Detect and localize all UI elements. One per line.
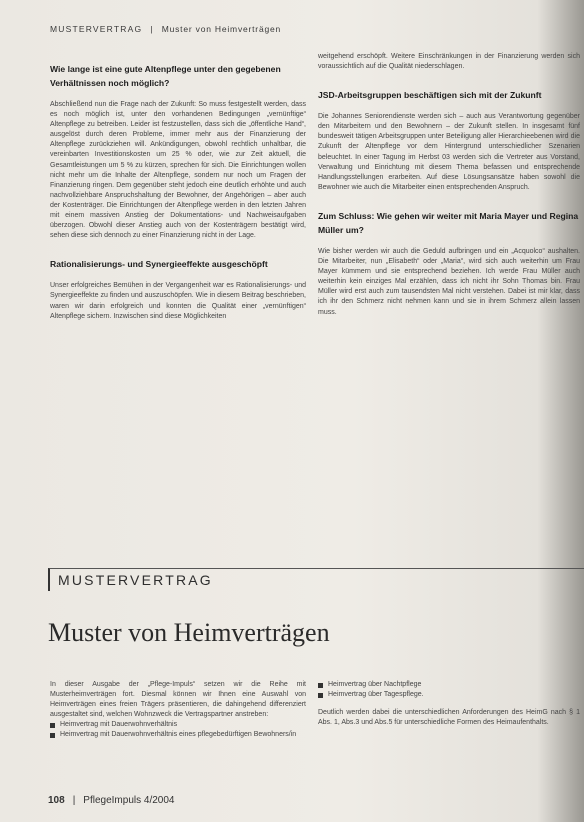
- section-heading: Rationalisierungs- und Synergieeffekte ausgeschöpft: [50, 259, 268, 270]
- right-column: [318, 52, 580, 318]
- body-paragraph: Deutlich werden dabei die unterschiedlichen Anforderungen des HeimG nach § 1 Abs. 1, Abs.3 und Abs.5 für unterschiedliche Formen des Heimaufenthalts.: [318, 709, 580, 727]
- publication-name: PflegeImpuls 4/2004: [83, 795, 175, 806]
- intro-column-right: [318, 680, 580, 728]
- header-section: MUSTERVERTRAG: [50, 24, 143, 34]
- intro-paragraph: In dieser Ausgabe der „Pflege-Impuls“ setzen wir die Reihe mit Musterheimverträgen fort. Diesmal können wir Ihnen eine Auswahl von Heimverträgen eines freien Trägers präsentieren, die dahingehend differenziert ausgestaltet sind, welchen Wohnzweck die Vertragspartner anstreben:: [50, 681, 306, 719]
- section-heading: Zum Schluss: Wie gehen wir weiter mit Maria Mayer und Regina Müller um?: [318, 210, 579, 235]
- body-paragraph: Unser erfolgreiches Bemühen in der Vergangenheit war es Rationalisierungs- und Synergieeffekte zu finden und auszuschöpfen. Wie in diesem Beitrag beschrieben, waren wir darin erfolgreich und konnten die Qualität einer „vernünftigen“ Altenpflege sichern. Inzwischen sind diese Möglichkeiten: [50, 282, 306, 320]
- contract-list: [318, 680, 580, 700]
- article-title: Muster von Heimverträgen: [48, 618, 330, 647]
- list-item: Heimvertrag mit Dauerwohnverhältnis eines pflegebedürftigen Bewohners/in: [50, 730, 306, 740]
- section-heading: JSD-Arbeitsgruppen beschäftigen sich mit der Zukunft: [318, 90, 542, 101]
- body-paragraph: weitgehend erschöpft. Weitere Einschränkungen in der Finanzierung werden sich voraussichtlich auf die Qualität niederschlagen.: [318, 53, 580, 71]
- list-item: Heimvertrag über Nachtpflege: [318, 680, 580, 690]
- section-heading: Wie lange ist eine gute Altenpflege unter den gegebenen Verhältnissen noch möglich?: [50, 64, 281, 88]
- list-item: Heimvertrag über Tagespflege.: [318, 690, 580, 700]
- left-column: [50, 62, 306, 322]
- contract-list: [50, 720, 306, 740]
- running-header: [50, 24, 570, 34]
- intro-column: [50, 680, 306, 741]
- footer-separator: |: [72, 795, 76, 806]
- body-paragraph: Die Johannes Seniorendienste werden sich – auch aus Verantwortung gegenüber den Mitarbeitern und den Bewohnern – der Zukunft stellen. In insgesamt fünf bundesweit tätigen Arbeitsgruppen unter Beteiligung aller Hierarchieebenen wird die Zukunft der Altenpflege vor dem Hintergrund unterschiedlicher Szenarien beleuchtet. In einer Tagung im Herbst 03 werden sich die Vertreter aus Vorstand, Verwaltung und Einrichtung mit diesem Thema befassen und entsprechende Handlungsstellungen erarbeiten. Auf diese Lösungsansätze haben sowohl die Bewohner wie auch die Mitarbeiter einen entsprechenden Anspruch.: [318, 113, 580, 191]
- body-paragraph: Abschließend nun die Frage nach der Zukunft: So muss festgestellt werden, dass es noch möglich ist, unter den vorhandenen Bedingungen „vernünftige“ Altenpflege zu betreiben. Leider ist festzustellen, dass sich die „öffentliche Hand“, ausgelöst durch deren Probleme, immer mehr aus der Finanzierung der Altenpflege zurückziehen will. Ankündigungen, obwohl rechtlich unhaltbar, die vereinbarten Investitionskosten um 25 % oder, wie zur Zeit aktuell, die Gesamtleistungen um 5 % zu kürzen, sprechen für sich. Die Einrichtungen wollen nicht mehr um die Inhalte der Altenpflege, sondern nur noch um Fragen der Finanzierung ringen. Dem gegenüber steht jedoch eine deutlich erhöhte und auch nachvollziehbare Anspruchshaltung der Bewohner, der Angehörigen – aber auch der Kostenträger. Die Einrichtungen der Altenpflege werden in den letzten Jahren mit einem massiven Anstieg der Dokumentations- und Nachweisaufgaben überzogen. Obwohl dieser Anstieg auch von der Kostenträgern bestätigt wird, sehen diese sich dennoch zu einer Finanzierung nicht in der Lage.: [50, 101, 306, 240]
- section-label: MUSTERVERTRAG: [48, 568, 584, 591]
- header-separator: |: [150, 24, 154, 34]
- page-footer: [48, 795, 174, 806]
- body-paragraph: Wie bisher werden wir auch die Geduld aufbringen und ein „Acquolco“ aushalten. Die Mitarbeiter, nun „Elisabeth“ oder „Maria“, wird sich auch weiterhin um Frau Mayer kümmern und sie entsprechend beziehen. Ich werde Frau Müller auch weiterhin kein einziges Mal erzählen, dass ich nicht ihr Sohn Thomas bin. Frau Müller wird erst auch zum tausendsten Mal nicht verstehen. Dabei ist mir klar, dass ich ihr den Schmerz nicht nehmen kann und sie in ihrem Schmerz allein lassen muss.: [318, 247, 580, 316]
- page-number: 108: [48, 795, 65, 806]
- list-item: Heimvertrag mit Dauerwohnverhältnis: [50, 720, 306, 730]
- header-subtitle: Muster von Heimverträgen: [161, 24, 282, 34]
